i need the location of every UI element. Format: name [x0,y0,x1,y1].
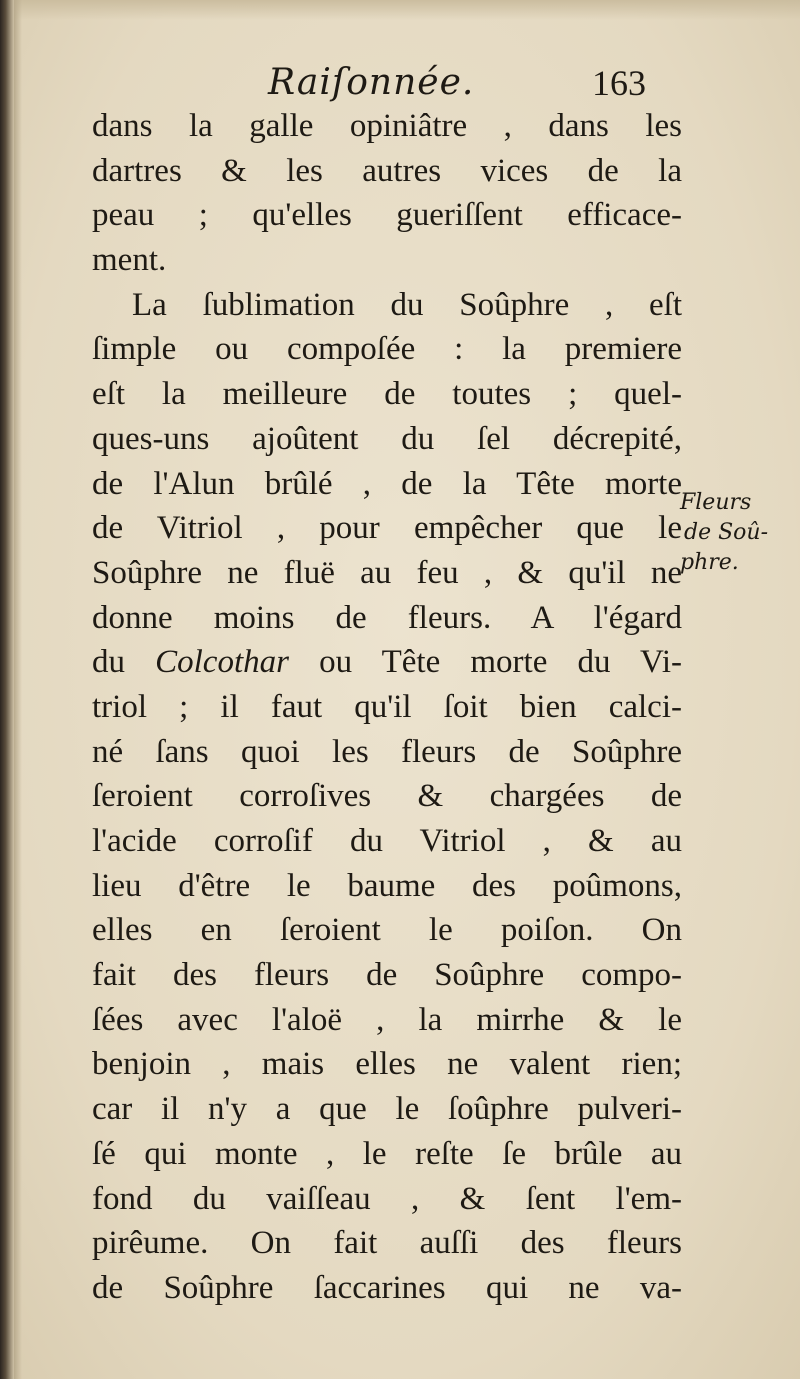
page-top-shadow [0,0,800,20]
margin-note-line: de Soû- [684,520,769,545]
text-line: pirêume. On fait auſſi des fleurs [92,1225,682,1262]
text-line: ſimple ou compoſée : la premiere [92,331,682,368]
text-line: né ſans quoi les fleurs de Soûphre [92,733,682,770]
text-line: La ſublimation du Soûphre , eſt [132,286,682,323]
text-fragment: du [92,644,156,681]
text-line [92,640,682,685]
running-head: Raiſonnée. [268,62,475,103]
text-line: eſt la meilleure de toutes ; quel- [92,376,682,413]
body-text [92,104,682,1311]
text-line: ſeroient corroſives & chargées de [92,778,682,815]
text-line: ſé qui monte , le reſte ſe brûle au [92,1135,682,1172]
text-line: car il n'y a que le ſoûphre pulveri- [92,1091,682,1128]
text-fragment: ou Tête morte du Vi- [319,644,682,681]
text-line: benjoin , mais elles ne valent rien; [92,1046,682,1083]
text-line: fond du vaiſſeau , & ſent l'em- [92,1180,682,1217]
text-line: de Vitriol , pour empêcher que le [92,510,682,547]
gutter-shadow [14,0,22,1379]
text-line: ſées avec l'aloë , la mirrhe & le [92,1001,682,1038]
text-line: elles en ſeroient le poiſon. On [92,912,682,949]
text-line: de Soûphre ſaccarines qui ne va- [92,1269,682,1306]
text-line: dartres & les autres vices de la [92,152,682,189]
italic-term-colcothar: Colcothar [155,644,289,681]
text-line: l'acide corroſif du Vitriol , & au [92,823,682,859]
margin-note [680,488,790,578]
text-line: ques-uns ajoûtent du ſel décrepité, [92,420,682,457]
text-line: fait des fleurs de Soûphre compo- [92,957,682,994]
text-line: Soûphre ne fluë au feu , & qu'il ne [92,554,682,591]
margin-note-line: phre. [680,550,739,575]
text-line: peau ; qu'elles gueriſſent efficace- [92,197,682,234]
text-line: de l'Alun brûlé , de la Tête morte [92,465,682,502]
text-line: ment. [92,242,167,279]
text-line: lieu d'être le baume des poûmons, [92,867,682,904]
margin-note-line: Fleurs [680,490,752,515]
page-number: 163 [592,63,646,103]
text-line: donne moins de fleurs. A l'égard [92,599,682,636]
text-line: dans la galle opiniâtre , dans les [92,108,682,144]
text-line: triol ; il faut qu'il ſoit bien calci- [92,688,682,725]
book-spine-shadow [0,0,14,1379]
